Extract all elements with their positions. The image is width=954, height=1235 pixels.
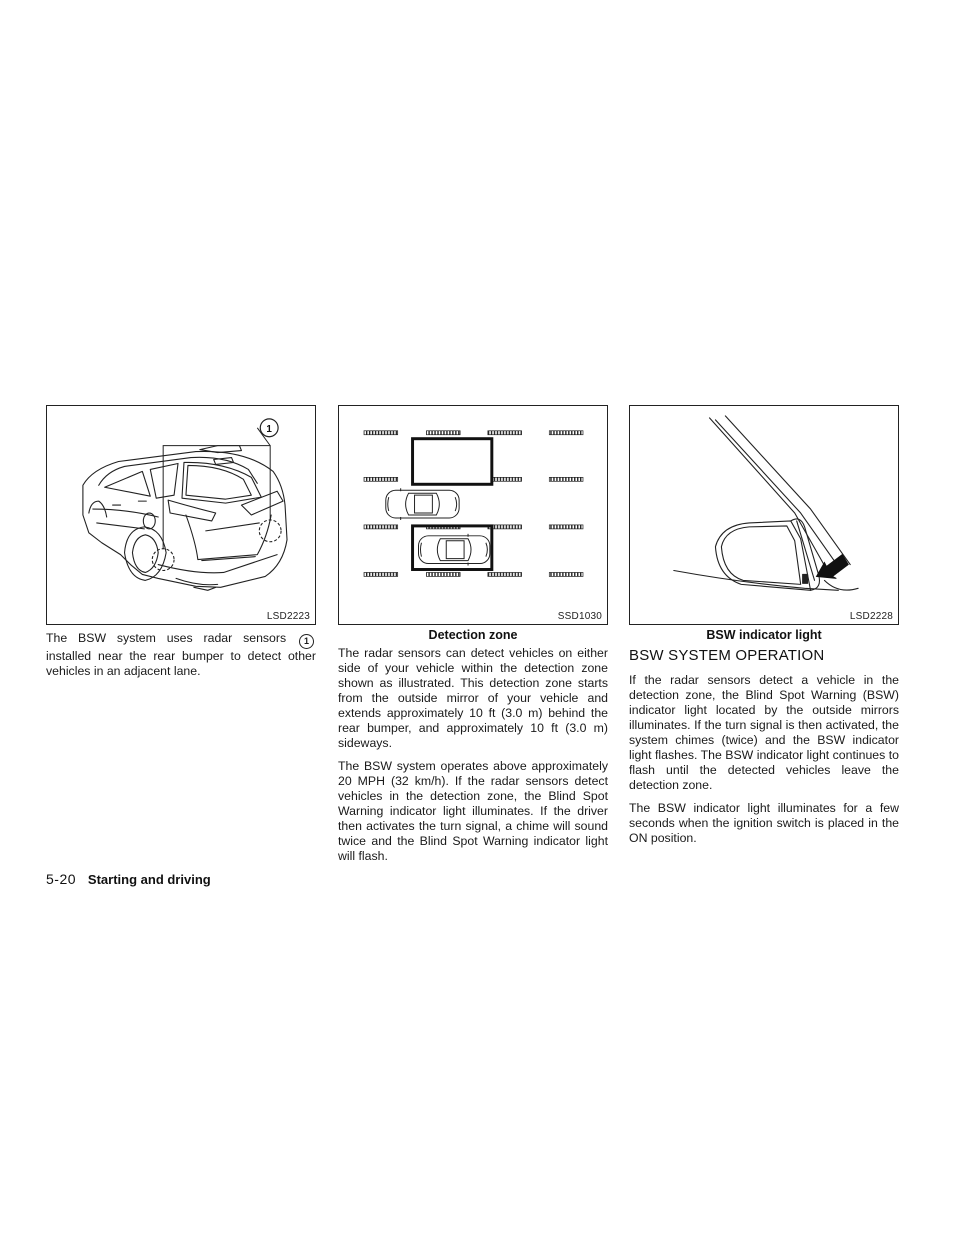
mirror-indicator-illustration bbox=[630, 406, 898, 624]
page-number: 5-20 bbox=[46, 871, 77, 887]
figure-detection-zone bbox=[338, 405, 608, 625]
column-3-text bbox=[629, 673, 899, 854]
paragraph: The BSW system operates above approximately 20 MPH (32 km/h). If the radar sensors detect vehicles in the detection zone, the Blind Spot Warning indicator light illuminates. If the driver then activates the turn signal, a chime will sound twice and the Blind Spot Warning indicator light will flash. bbox=[338, 759, 608, 863]
column-1-text bbox=[46, 631, 316, 687]
paragraph: If the radar sensors detect a vehicle in the detection zone, the Blind Spot Warning (BSW) indicator light located by the outside mirrors illuminates. If the turn signal is then activated, the system chimes (twice) and the BSW indicator light flashes. The BSW indicator light continues to flash until the detected vehicles leave the detection zone. bbox=[629, 673, 899, 792]
detection-zone-box-upper bbox=[413, 439, 492, 485]
text-span: The BSW system uses radar sensors bbox=[46, 631, 287, 645]
callout-number: 1 bbox=[266, 423, 272, 435]
section-heading: BSW SYSTEM OPERATION bbox=[629, 647, 825, 664]
paragraph: The radar sensors can detect vehicles on either side of your vehicle within the detection zone shown as illustrated. This detection zone starts from the outside mirror of your vehicle and extends approximately 10 ft (3.0 m) behind the rear bumper, and approximately 10 ft (3.0 m) sideways. bbox=[338, 646, 608, 750]
detection-zone-diagram bbox=[339, 406, 607, 624]
figure-caption-detection-zone: Detection zone bbox=[428, 628, 518, 642]
vehicle-rear-illustration bbox=[47, 406, 315, 624]
figure-caption-bsw-indicator: BSW indicator light bbox=[706, 628, 822, 642]
own-vehicle bbox=[419, 534, 490, 566]
section-title: Starting and driving bbox=[87, 872, 211, 887]
callout-circle-1: 1 bbox=[299, 634, 314, 649]
figure-code: LSD2228 bbox=[849, 611, 893, 622]
figure-code: SSD1030 bbox=[557, 611, 602, 622]
column-2-text bbox=[338, 646, 608, 872]
adjacent-vehicle bbox=[386, 488, 459, 520]
text-span: installed near the rear bumper to detect other vehicles in an adjacent lane. bbox=[46, 649, 316, 678]
figure-code: LSD2223 bbox=[266, 611, 310, 622]
paragraph bbox=[46, 631, 316, 679]
paragraph: The BSW indicator light illuminates for a few seconds when the ignition switch is placed in the ON position. bbox=[629, 801, 899, 845]
page-footer bbox=[46, 871, 211, 887]
figure-radar-sensors bbox=[46, 405, 316, 625]
figure-bsw-indicator bbox=[629, 405, 899, 625]
